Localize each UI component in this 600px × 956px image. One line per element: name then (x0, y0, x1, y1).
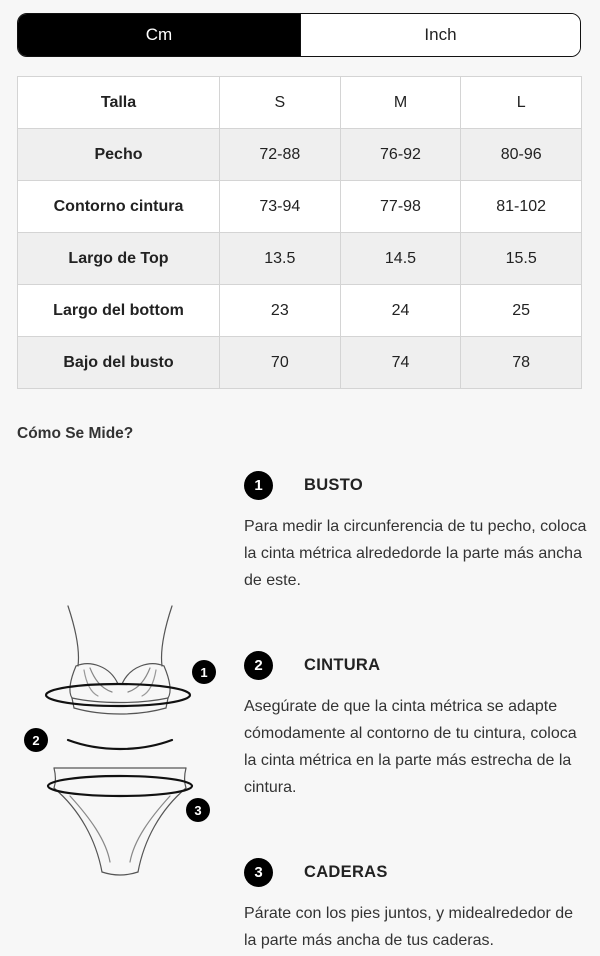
size-chart-table (17, 76, 582, 389)
marker-2 (24, 728, 48, 752)
step-cintura (244, 650, 589, 801)
marker-1 (192, 660, 216, 684)
table-header-cell: M (340, 77, 461, 129)
table-cell: 15.5 (461, 233, 582, 285)
table-cell: 23 (220, 285, 341, 337)
row-label: Largo del bottom (18, 285, 220, 337)
how-to-measure-title: Cómo Se Mide? (17, 425, 134, 442)
step-caderas (244, 857, 589, 954)
table-header-cell: L (461, 77, 582, 129)
row-label: Contorno cintura (18, 181, 220, 233)
bikini-measurement-illustration-icon (20, 600, 220, 890)
table-row (18, 337, 582, 389)
table-cell: 70 (220, 337, 341, 389)
step-number-badge: 2 (244, 651, 273, 680)
table-cell: 24 (340, 285, 461, 337)
marker-3 (186, 798, 210, 822)
table-cell: 73-94 (220, 181, 341, 233)
table-row (18, 181, 582, 233)
unit-inch-button[interactable]: Inch (300, 14, 580, 56)
table-cell: 14.5 (340, 233, 461, 285)
table-row (18, 285, 582, 337)
table-row (18, 233, 582, 285)
step-description: Para medir la circunferencia de tu pecho, coloca la cinta métrica alrededorde la parte más ancha de este. (244, 518, 587, 589)
table-header-cell: S (220, 77, 341, 129)
table-header-cell: Talla (18, 77, 220, 129)
table-cell: 72-88 (220, 129, 341, 181)
table-cell: 76-92 (340, 129, 461, 181)
step-busto (244, 470, 589, 594)
table-cell: 77-98 (340, 181, 461, 233)
step-description: Asegúrate de que la cinta métrica se adapte cómodamente al contorno de tu cintura, coloca la cinta métrica en la parte más estrecha de la cintura. (244, 698, 577, 796)
table-cell: 80-96 (461, 129, 582, 181)
row-label: Largo de Top (18, 233, 220, 285)
unit-cm-button[interactable]: Cm (18, 14, 300, 56)
table-cell: 81-102 (461, 181, 582, 233)
table-cell: 78 (461, 337, 582, 389)
step-description: Párate con los pies juntos, y midealrededor de la parte más ancha de tus caderas. (244, 905, 574, 949)
step-number-badge: 1 (244, 471, 273, 500)
row-label: Pecho (18, 129, 220, 181)
table-cell: 25 (461, 285, 582, 337)
table-cell: 74 (340, 337, 461, 389)
step-title: BUSTO (304, 475, 363, 494)
svg-text:2: 2 (32, 733, 40, 748)
svg-text:1: 1 (200, 665, 208, 680)
table-header-row (18, 77, 582, 129)
step-number-badge: 3 (244, 858, 273, 887)
table-row (18, 129, 582, 181)
svg-text:3: 3 (194, 803, 202, 818)
row-label: Bajo del busto (18, 337, 220, 389)
table-cell: 13.5 (220, 233, 341, 285)
step-title: CINTURA (304, 655, 381, 674)
step-title: CADERAS (304, 862, 388, 881)
unit-toggle (17, 13, 581, 57)
